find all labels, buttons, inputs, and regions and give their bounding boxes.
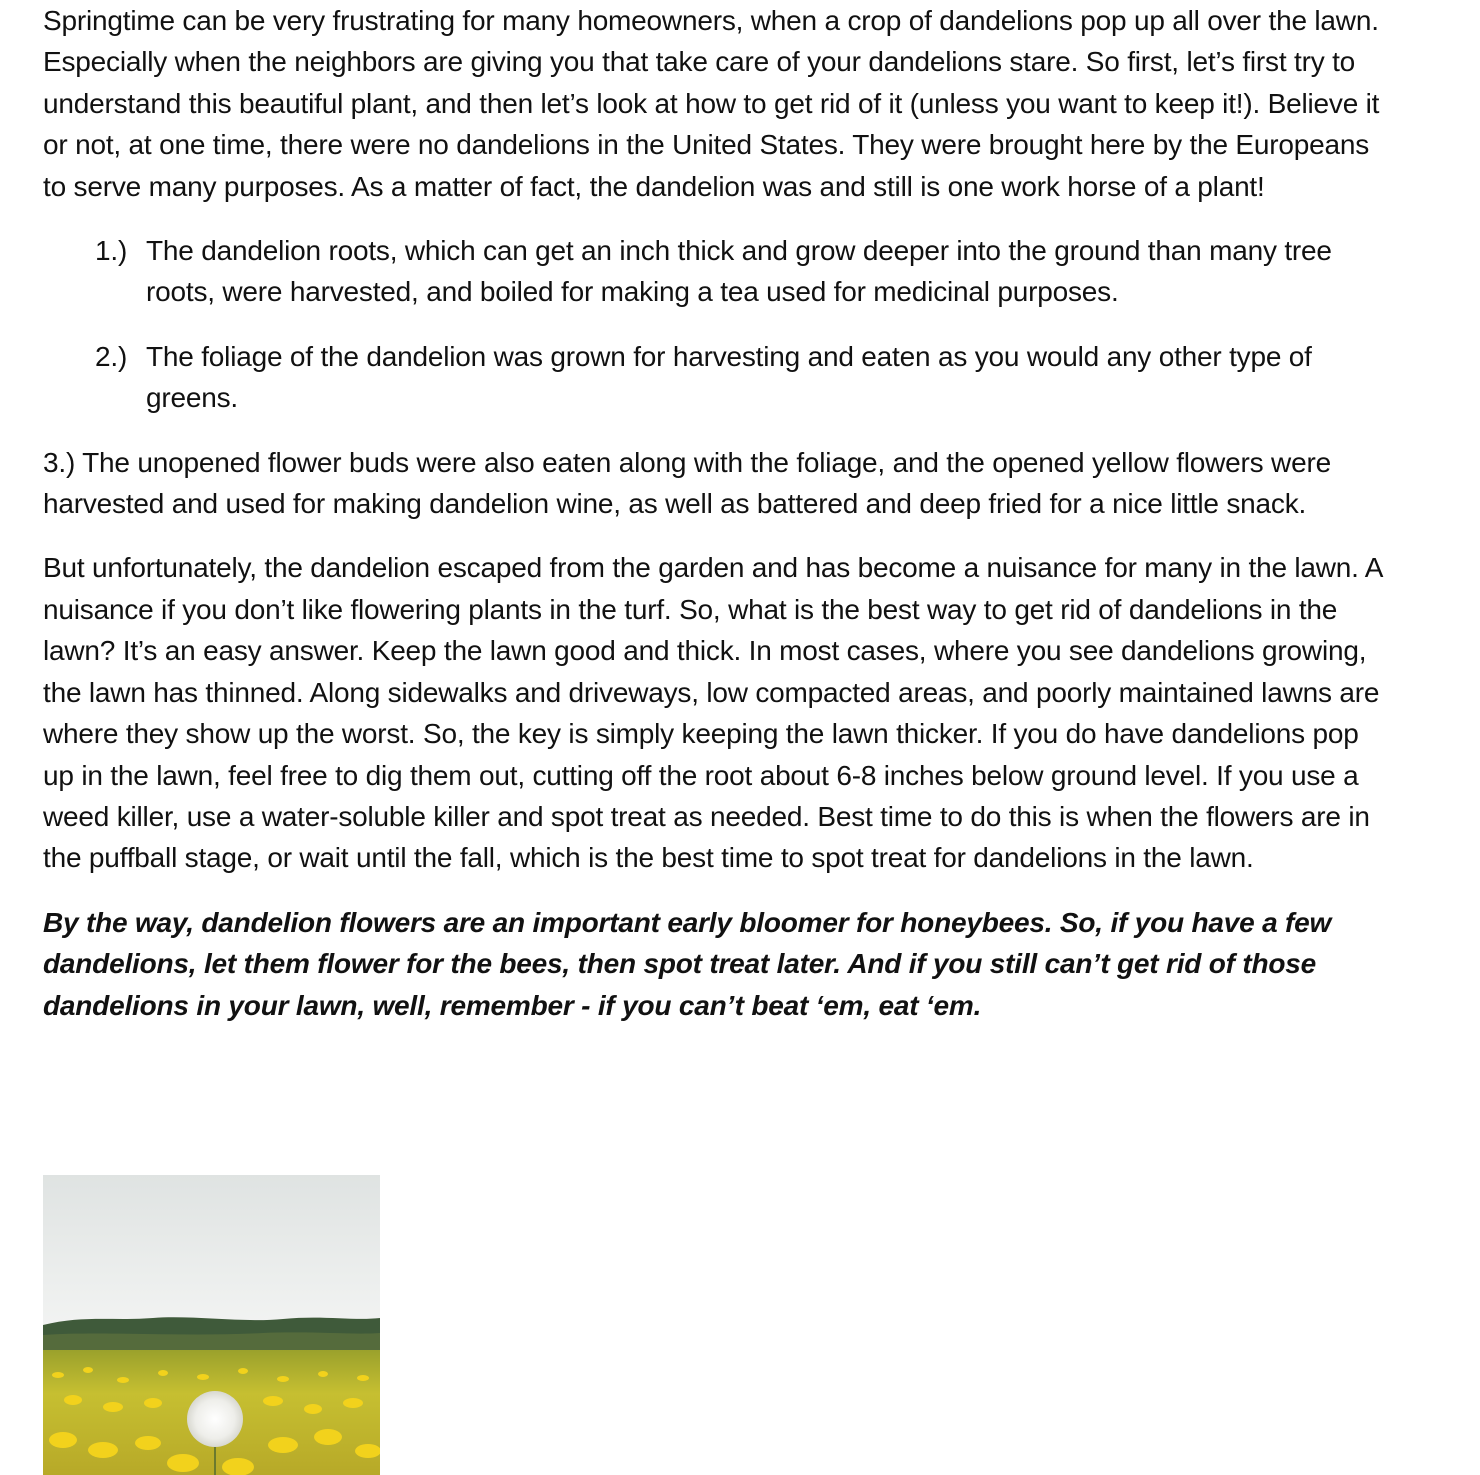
list-item [95, 230, 1388, 313]
puffball-icon [187, 1391, 243, 1447]
dandelion-field-photo [43, 1175, 380, 1475]
closing-paragraph: By the way, dandelion flowers are an important early bloomer for honeybees. So, if you have a few dandelions, let them flower for the bees, then spot treat later. And if you still can’t get rid of those dandelions in your lawn, well, remember - if you can’t beat ‘em, eat ‘em. [43, 906, 1332, 1021]
list-number: 2.) [95, 340, 128, 372]
item3-paragraph: 3.) The unopened flower buds were also eaten along with the foliage, and the opened yellow flowers were harvested and used for making dandelion wine, as well as battered and deep fried for a nice little snack. [43, 446, 1331, 520]
intro-paragraph: Springtime can be very frustrating for many homeowners, when a crop of dandelions pop up all over the lawn. Especially when the neighbors are giving you that take care of your dandelions stare. So first, let’s first try to understand this beautiful plant, and then let’s look at how to get rid of it (unless you want to keep it!). Believe it or not, at one time, there were no dandelions in the United States. They were brought here by the Europeans to serve many purposes. As a matter of fact, the dandelion was and still is one work horse of a plant! [43, 5, 1380, 202]
list-number: 1.) [95, 235, 128, 267]
list-text: The foliage of the dandelion was grown for harvesting and eaten as you would any other type of greens. [146, 340, 1312, 414]
list-text: The dandelion roots, which can get an inch thick and grow deeper into the ground than many tree roots, were harvested, and boiled for making a tea used for medicinal purposes. [146, 235, 1332, 308]
dandelion-field-image [43, 1175, 380, 1475]
list-item [95, 336, 1388, 419]
document-body [43, 0, 1388, 1049]
control-paragraph: But unfortunately, the dandelion escaped from the garden and has become a nuisance for many in the lawn. A nuisance if you don’t like flowering plants in the turf. So, what is the best way to get rid of dandelions in the lawn? It’s an easy answer. Keep the lawn good and thick. In most cases, where you see dandelions growing, the lawn has thinned. Along sidewalks and driveways, low compacted areas, and poorly maintained lawns are where they show up the worst. So, the key is simply keeping the lawn thicker. If you do have dandelions pop up in the lawn, feel free to dig them out, cutting off the root about 6-8 inches below ground level. If you use a weed killer, use a water-soluble killer and spot treat as needed. Best time to do this is when the flowers are in the puffball stage, or wait until the fall, which is the best time to spot treat for dandelions in the lawn. [43, 552, 1382, 874]
